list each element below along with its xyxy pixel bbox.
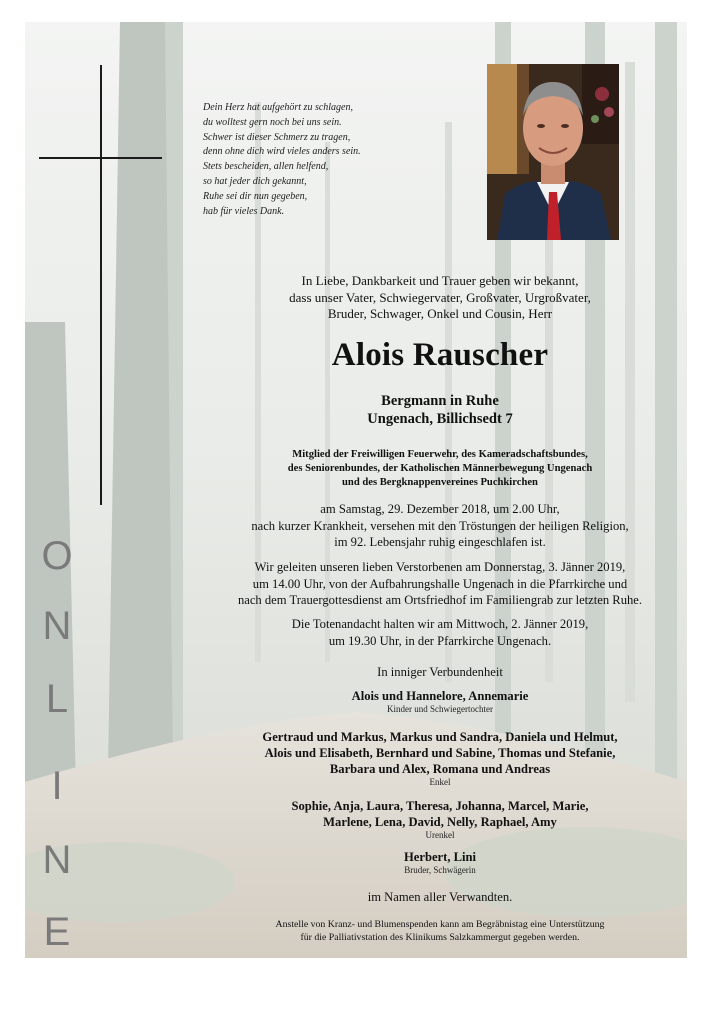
poem-line: Schwer ist dieser Schmerz zu tragen, [203, 131, 351, 143]
intro-line: In Liebe, Dankbarkeit und Trauer geben wir bekannt, [301, 273, 579, 288]
family-names: Alois und Hannelore, Annemarie [351, 689, 529, 703]
family-names: Barbara und Alex, Romana und Andreas [329, 762, 551, 776]
watermark-letter: I [51, 764, 63, 808]
funeral-line: nach dem Trauergottesdienst am Ortsfriedhof im Familiengrab zur letzten Ruhe. [237, 593, 643, 607]
family-relation: Bruder, Schwägerin [404, 865, 476, 875]
funeral-line: um 14.00 Uhr, von der Aufbahrungshalle Ungenach in die Pfarrkirche und [252, 576, 628, 591]
announcement-intro [195, 273, 685, 323]
family-relation: Enkel [429, 777, 451, 787]
watermark-letter: E [43, 910, 71, 954]
death-line: im 92. Lebensjahr ruhig eingeschlafen ist. [334, 535, 546, 549]
poem-line: Stets bescheiden, allen helfend, [203, 161, 329, 173]
family-names: Marlene, Lena, David, Nelly, Raphael, Amy [323, 815, 557, 829]
vigil-details [195, 616, 685, 649]
vigil-line: um 19.30 Uhr, in der Pfarrkirche Ungenach. [328, 633, 552, 648]
salutation: In inniger Verbundenheit [377, 665, 503, 679]
family-group-children [195, 688, 685, 715]
poem-line: denn ohne dich wird vieles anders sein. [203, 146, 361, 158]
watermark-letter: L [45, 677, 69, 721]
poem-line: Ruhe sei dir nun gegeben, [203, 190, 308, 202]
vigil-line: Die Totenandacht halten wir am Mittwoch, 2. Jänner 2019, [291, 617, 589, 631]
memberships [195, 448, 685, 490]
cross-vertical-bar [100, 65, 102, 505]
intro-line: Bruder, Schwager, Onkel und Cousin, Herr [327, 306, 553, 321]
watermark-letter: O [41, 534, 73, 578]
deceased-details [195, 392, 685, 428]
donation-note [195, 918, 685, 944]
family-group-great-grandchildren [195, 798, 685, 841]
death-notice [195, 501, 685, 551]
watermark-letter: N [42, 838, 72, 882]
death-line: nach kurzer Krankheit, versehen mit den Tröstungen der heiligen Religion, [251, 518, 629, 533]
watermark-letter: N [42, 604, 72, 648]
deceased-occupation: Bergmann in Ruhe [381, 393, 499, 409]
membership-line: Mitglied der Freiwilligen Feuerwehr, des Kameradschaftsbundes, [292, 449, 588, 460]
family-group-grandchildren [195, 729, 685, 788]
note-line: für die Palliativstation des Klinikums Salzkammergut gegeben werden. [300, 932, 580, 943]
family-names: Gertraud und Markus, Markus und Sandra, Daniela und Helmut, [262, 730, 618, 744]
death-line: am Samstag, 29. Dezember 2018, um 2.00 Uhr, [320, 502, 560, 516]
deceased-address: Ungenach, Billichsedt 7 [367, 411, 513, 427]
poem-line: hab für vieles Dank. [203, 205, 285, 217]
family-names: Herbert, Lini [403, 850, 477, 864]
funeral-details [195, 559, 685, 609]
family-names: Alois und Elisabeth, Bernhard und Sabine, Thomas und Stefanie, [264, 746, 616, 760]
deceased-name: Alois Rauscher [331, 337, 549, 373]
portrait-photo [487, 64, 619, 240]
funeral-line: Wir geleiten unseren lieben Verstorbenen am Donnerstag, 3. Jänner 2019, [254, 560, 626, 574]
cross-horizontal-bar [39, 157, 162, 159]
intro-line: dass unser Vater, Schwiegervater, Großvater, Urgroßvater, [289, 289, 591, 305]
membership-line: und des Bergknappenvereines Puchkirchen [342, 477, 538, 488]
poem-line: Dein Herz hat aufgehört zu schlagen, [203, 102, 353, 113]
family-relation: Urenkel [425, 830, 455, 840]
family-names: Sophie, Anja, Laura, Theresa, Johanna, Marcel, Marie, [291, 799, 589, 813]
memorial-poem [203, 101, 443, 219]
obituary-page [25, 22, 687, 958]
poem-line: du wolltest gern noch bei uns sein. [203, 116, 342, 128]
family-group-siblings [195, 849, 685, 876]
membership-line: des Seniorenbundes, der Katholischen Männerbewegung Ungenach [287, 463, 593, 474]
note-line: Anstelle von Kranz- und Blumenspenden kann am Begräbnistag eine Unterstützung [275, 919, 605, 930]
poem-line: so hat jeder dich gekannt, [203, 175, 307, 187]
closing-line: im Namen aller Verwandten. [367, 890, 513, 904]
family-relation: Kinder und Schwiegertochter [387, 704, 493, 714]
